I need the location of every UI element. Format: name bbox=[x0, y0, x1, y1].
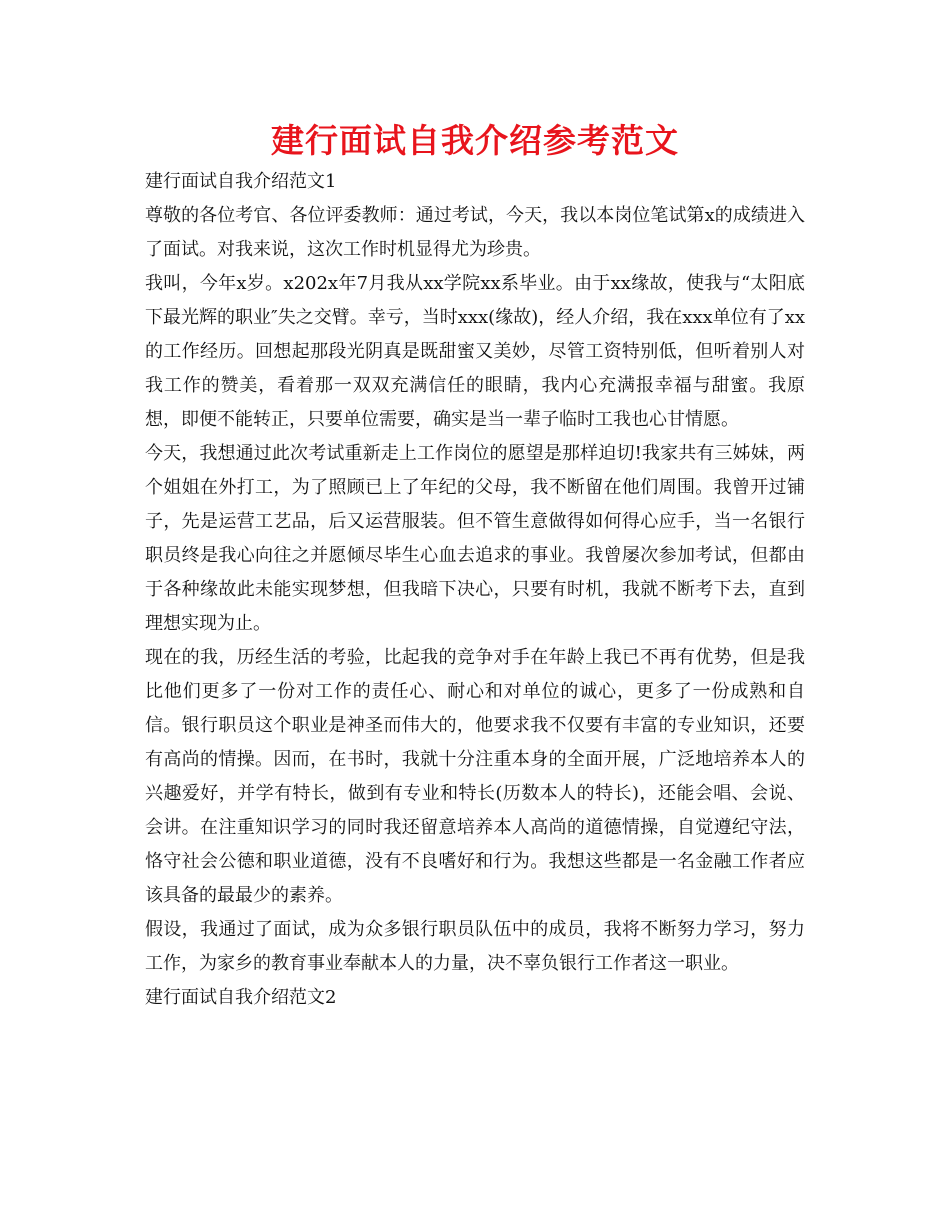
paragraph-qualities: 现在的我，历经生活的考验，比起我的竞争对手在年龄上我已不再有优势，但是我比他们更多了一份对工作的责任心、耐心和对单位的诚心，更多了一份成熟和自信。银行职员这个职业是神圣而伟大的，他要求我不仅要有丰富的专业知识，还要有高尚的情操。因而，在书时，我就十分注重本身的全面开展，广泛地培养本人的兴趣爱好，并学有特长，做到有专业和特长(历数本人的特长)，还能会唱、会说、会讲。在注重知识学习的同时我还留意培养本人高尚的道德情操，自觉遵纪守法，恪守社会公德和职业道德，没有不良嗜好和行为。我想这些都是一名金融工作者应该具备的最最少的素养。 bbox=[145, 647, 805, 906]
paragraph-greeting: 尊敬的各位考官、各位评委教师：通过考试，今天，我以本岗位笔试第x的成绩进入了面试。对我来说，这次工作时机显得尤为珍贵。 bbox=[145, 205, 805, 260]
section-heading-2: 建行面试自我介绍范文2 bbox=[145, 987, 337, 1008]
section-heading-1: 建行面试自我介绍范文1 bbox=[145, 171, 337, 192]
paragraph-background: 我叫，今年x岁。x202x年7月我从xx学院xx系毕业。由于xx缘故，使我与“太阳底下最光辉的职业″失之交臂。幸亏，当时xxx(缘故)，经人介绍，我在xxx单位有了xx的工作经历。回想起那段光阴真是既甜蜜又美妙，尽管工资特别低，但听着别人对我工作的赞美，看着那一双双充满信任的眼睛，我内心充满报幸福与甜蜜。我原想，即便不能转正，只要单位需要，确实是当一辈子临时工我也心甘情愿。 bbox=[145, 273, 805, 430]
document-title: 建行面试自我介绍参考范文 bbox=[271, 121, 679, 160]
paragraph-aspiration: 今天，我想通过此次考试重新走上工作岗位的愿望是那样迫切!我家共有三姊妹，两个姐姐在外打工，为了照顾已上了年纪的父母，我不断留在他们周围。我曾开过铺子，先是运营工艺品，后又运营服装。但不管生意做得如何得心应手，当一名银行职员终是我心向往之并愿倾尽毕生心血去追求的事业。我曾屡次参加考试，但都由于各种缘故此未能实现梦想，但我暗下决心，只要有时机，我就不断考下去，直到理想实现为止。 bbox=[145, 443, 805, 634]
paragraph-commitment: 假设，我通过了面试，成为众多银行职员队伍中的成员，我将不断努力学习，努力工作，为家乡的教育事业奉献本人的力量，决不辜负银行工作者这一职业。 bbox=[145, 919, 805, 974]
document-body bbox=[145, 165, 805, 1015]
